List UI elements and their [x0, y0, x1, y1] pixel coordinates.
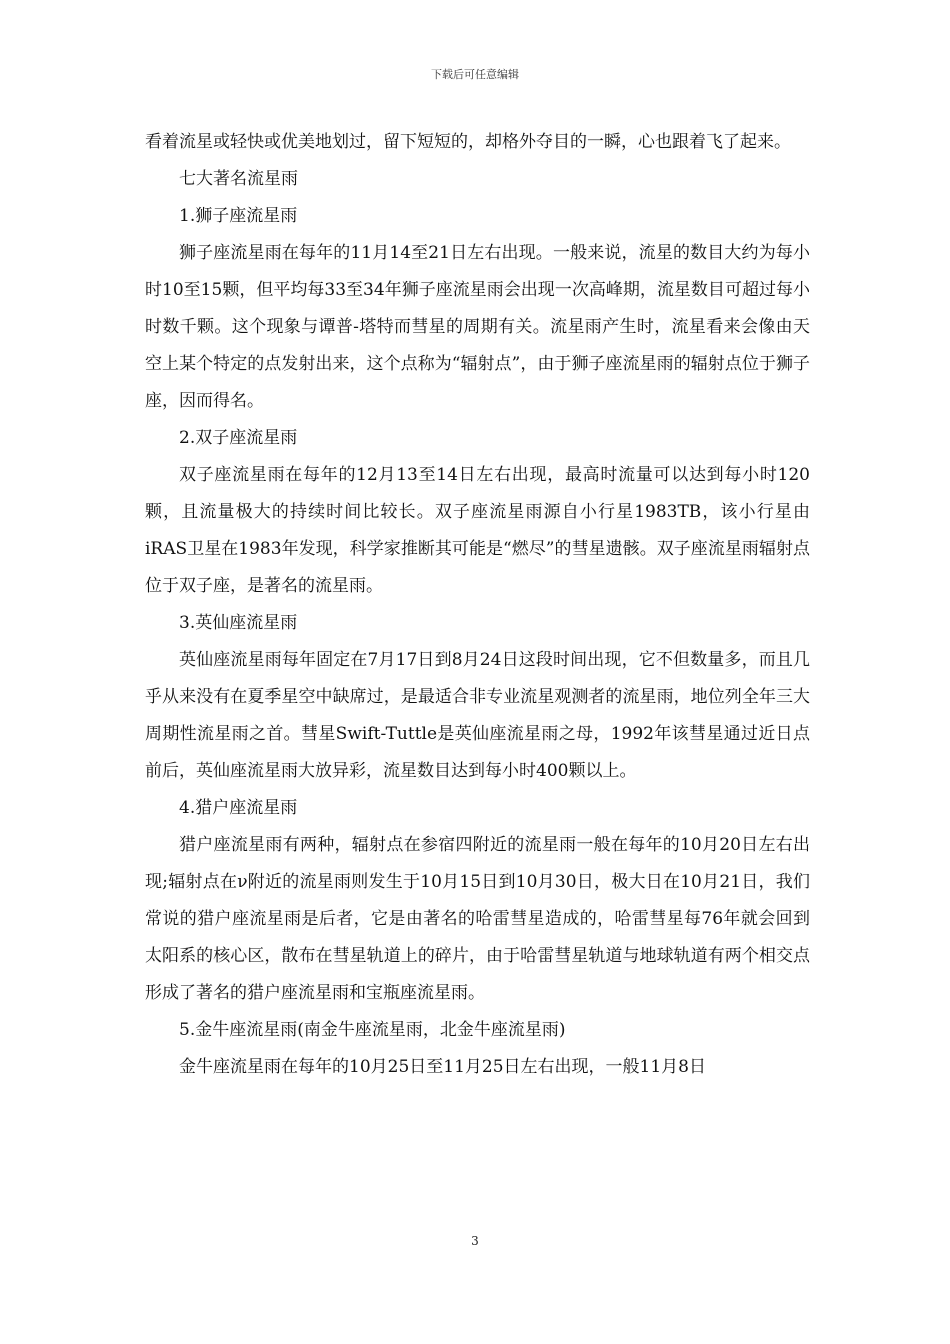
subsection-heading-perseids: 3.英仙座流星雨: [179, 613, 298, 633]
body-paragraph-geminids: 双子座流星雨在每年的12月13至14日左右出现，最高时流量可以达到每小时120颗，且流量极大的持续时间比较长。双子座流星雨源自小行星1983TB，该小行星由iRAS卫星在1983年发现，科学家推断其可能是“燃尽”的彗星遗骸。双子座流星雨辐射点位于双子座，是著名的流星雨。: [145, 465, 810, 596]
subsection-heading-orionids: 4.猎户座流星雨: [179, 798, 298, 818]
body-paragraph-leonids: 狮子座流星雨在每年的11月14至21日左右出现。一般来说，流星的数目大约为每小时10至15颗，但平均每33至34年狮子座流星雨会出现一次高峰期，流星数目可超过每小时数千颗。这个现象与谭普-塔特而彗星的周期有关。流星雨产生时，流星看来会像由天空上某个特定的点发射出来，这个点称为“辐射点”，由于狮子座流星雨的辐射点位于狮子座，因而得名。: [145, 243, 810, 411]
body-paragraph-taurids: 金牛座流星雨在每年的10月25日至11月25日左右出现，一般11月8日: [179, 1057, 706, 1077]
page-number: 3: [471, 1234, 479, 1248]
page-header: 下载后可任意编辑: [431, 68, 519, 81]
body-paragraph-perseids: 英仙座流星雨每年固定在7月17日到8月24日这段时间出现，它不但数量多，而且几乎从来没有在夏季星空中缺席过，是最适合非专业流星观测者的流星雨，地位列全年三大周期性流星雨之首。彗星Swift-Tuttle是英仙座流星雨之母，1992年该彗星通过近日点前后，英仙座流星雨大放异彩，流星数目达到每小时400颗以上。: [145, 650, 810, 781]
subsection-heading-taurids: 5.金牛座流星雨(南金牛座流星雨，北金牛座流星雨): [179, 1020, 566, 1040]
body-paragraph: 看着流星或轻快或优美地划过，留下短短的，却格外夺目的一瞬，心也跟着飞了起来。: [145, 132, 791, 152]
document-body: [145, 124, 810, 1086]
subsection-heading-geminids: 2.双子座流星雨: [179, 428, 298, 448]
subsection-heading-leonids: 1.狮子座流星雨: [179, 206, 298, 226]
body-paragraph-orionids: 猎户座流星雨有两种，辐射点在参宿四附近的流星雨一般在每年的10月20日左右出现;辐射点在ν附近的流星雨则发生于10月15日到10月30日，极大日在10月21日，我们常说的猎户座流星雨是后者，它是由著名的哈雷彗星造成的，哈雷彗星每76年就会回到太阳系的核心区，散布在彗星轨道上的碎片，由于哈雷彗星轨道与地球轨道有两个相交点形成了著名的猎户座流星雨和宝瓶座流星雨。: [145, 835, 810, 1003]
section-heading: 七大著名流星雨: [179, 169, 298, 189]
